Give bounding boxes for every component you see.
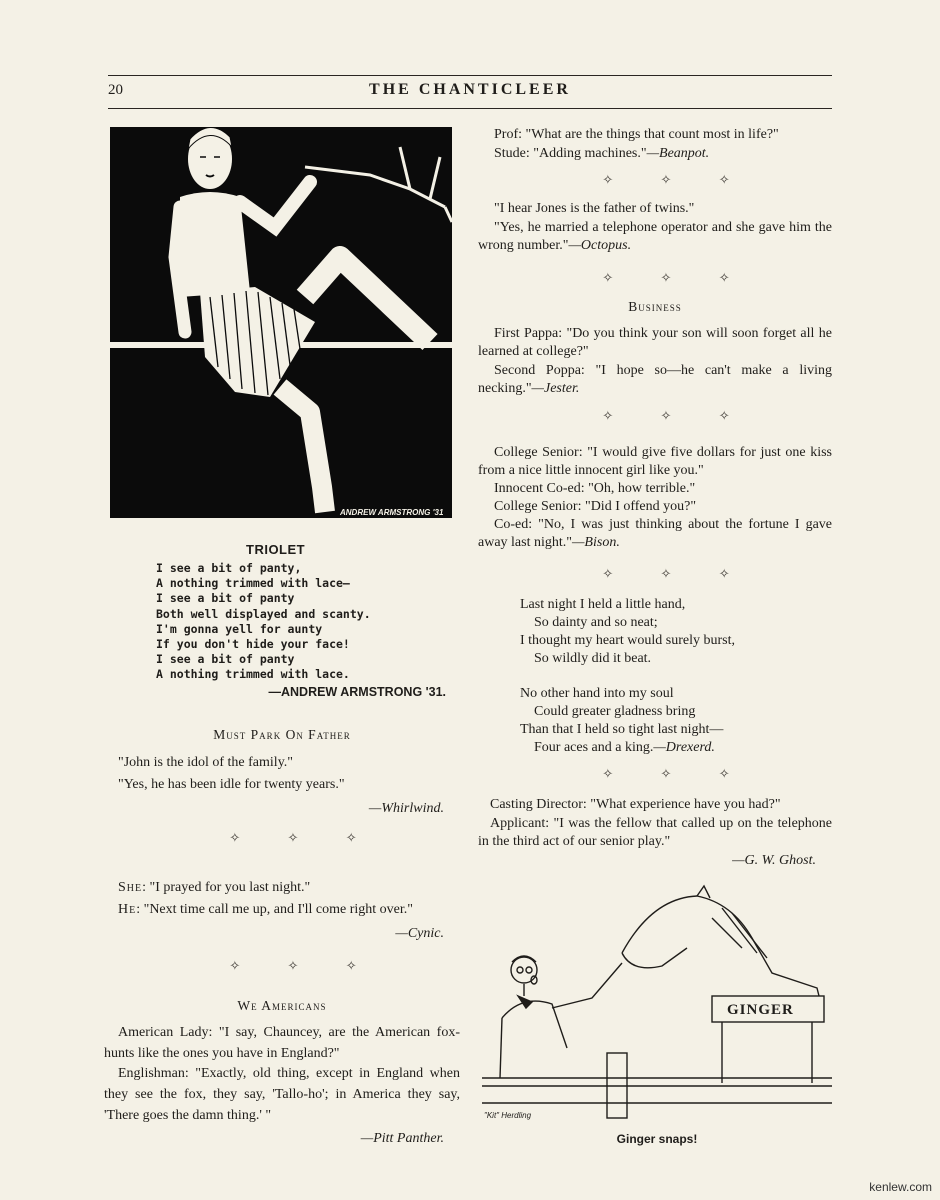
senior-block xyxy=(478,444,832,552)
triolet-attribution: —ANDREW ARMSTRONG '31. xyxy=(268,684,446,699)
cartoon-caption: Ginger snaps! xyxy=(616,1132,698,1146)
we-americans-para1: American Lady: "I say, Chauncey, are the American fox-hunts like the ones you have in England?" xyxy=(104,1024,460,1061)
poem-line: Last night I held a little hand, xyxy=(520,597,686,612)
casting-line1: Casting Director: "What experience have you had?" xyxy=(490,797,781,812)
section-divider: ✧ ✧ ✧ xyxy=(602,172,752,187)
triolet-block xyxy=(150,542,460,699)
page-header xyxy=(108,80,832,104)
she-he-block xyxy=(104,877,460,945)
poem-last-line xyxy=(520,739,830,757)
he-label: He xyxy=(118,902,137,917)
senior-line4 xyxy=(478,516,832,552)
casting-source: —G. W. Ghost. xyxy=(732,852,816,868)
triolet-line: I see a bit of panty xyxy=(156,652,295,667)
must-park-line2: "Yes, he has been idle for twenty years." xyxy=(118,777,345,792)
ginger-cartoon-drawing xyxy=(482,878,832,1128)
must-park-heading: Must Park On Father xyxy=(213,727,351,742)
watermark: kenlew.com xyxy=(869,1180,932,1194)
poem-line: So dainty and so neat; xyxy=(534,615,658,630)
poem-block xyxy=(520,596,830,757)
jones-text: "Yes, he married a telephone operator and she gave him the wrong number." xyxy=(478,219,832,253)
prof-block xyxy=(478,125,832,163)
poem-source: —Drexerd. xyxy=(653,740,715,755)
header-bottom-rule xyxy=(108,108,832,109)
senior-text: Co-ed: "No, I was just thinking about the fortune I gave away last night." xyxy=(478,517,832,550)
poem-line: Four aces and a king. xyxy=(534,740,654,755)
we-americans-source: —Pitt Panther. xyxy=(360,1130,444,1146)
we-americans-heading: We Americans xyxy=(237,998,327,1013)
we-americans-block xyxy=(104,996,460,1150)
casting-line2: Applicant: "I was the fellow that called up on the telephone in the third act of our senior play." xyxy=(478,815,832,849)
ginger-sign: GINGER xyxy=(727,1002,794,1018)
triolet-line: A nothing trimmed with lace. xyxy=(156,667,350,682)
he-line xyxy=(104,899,460,921)
triolet-line: A nothing trimmed with lace— xyxy=(156,576,350,591)
triolet-line: I'm gonna yell for aunty xyxy=(156,621,323,636)
business-text: Second Poppa: "I hope so—he can't make a living necking." xyxy=(478,362,832,396)
must-park-line1: "John is the idol of the family." xyxy=(118,755,293,770)
he-text: : "Next time call me up, and I'll come right over." xyxy=(136,902,413,917)
ginger-cartoon xyxy=(482,878,832,1128)
triolet-line: If you don't hide your face! xyxy=(156,637,350,652)
page-number: 20 xyxy=(108,82,123,98)
magazine-title: THE CHANTICLEER xyxy=(369,81,571,98)
jones-line2 xyxy=(478,219,832,256)
triolet-line: I see a bit of panty, xyxy=(156,561,302,575)
she-text: : "I prayed for you last night." xyxy=(142,880,311,895)
business-para1: First Pappa: "Do you think your son will soon forget all he learned at college?" xyxy=(478,325,832,359)
business-block xyxy=(478,298,832,399)
she-line xyxy=(104,877,460,899)
senior-source: —Bison. xyxy=(571,535,620,550)
prof-line1: Prof: "What are the things that count most in life?" xyxy=(494,127,779,142)
must-park-source: —Whirlwind. xyxy=(368,801,444,816)
section-divider: ✧ ✧ ✧ xyxy=(602,566,752,581)
poem-line: Could greater gladness bring xyxy=(534,704,696,719)
triolet-title: TRIOLET xyxy=(246,542,306,557)
triolet-line: Both well displayed and scanty. xyxy=(156,606,371,621)
poem-line: I thought my heart would surely burst, xyxy=(520,633,736,648)
jones-source: —Octopus. xyxy=(568,238,632,253)
illustration-signature: ANDREW ARMSTRONG '31 xyxy=(340,508,444,517)
poem-line: Than that I held so tight last night— xyxy=(520,722,724,737)
casting-block xyxy=(478,796,832,870)
jones-block xyxy=(478,200,832,256)
business-heading: Business xyxy=(628,299,682,314)
senior-line3: College Senior: "Did I offend you?" xyxy=(494,499,697,514)
jones-line1: "I hear Jones is the father of twins." xyxy=(494,201,695,216)
section-divider: ✧ ✧ ✧ xyxy=(602,408,752,423)
business-para2 xyxy=(478,362,832,399)
section-divider: ✧ ✧ ✧ xyxy=(229,830,379,845)
prof-source: —Beanpot. xyxy=(646,146,710,161)
triolet-line: I see a bit of panty xyxy=(156,591,295,606)
section-divider: ✧ ✧ ✧ xyxy=(602,270,752,285)
business-source: —Jester. xyxy=(531,381,580,396)
flapper-illustration xyxy=(110,127,452,518)
cartoon-signature: "Kit" Herdling xyxy=(484,1111,532,1120)
she-label: She xyxy=(118,880,143,895)
triolet-lines xyxy=(150,561,460,683)
she-he-source: —Cynic. xyxy=(395,926,444,941)
section-divider: ✧ ✧ ✧ xyxy=(229,958,379,973)
poem-line: No other hand into my soul xyxy=(520,686,674,701)
prof-stude-text: Stude: "Adding machines." xyxy=(494,146,647,161)
section-divider: ✧ ✧ ✧ xyxy=(602,766,752,781)
prof-line2 xyxy=(478,144,832,163)
senior-line1: College Senior: "I would give five dollars for just one kiss from a nice little innocent girl like you." xyxy=(478,445,832,478)
we-americans-para2: Englishman: "Exactly, old thing, except in England when they see the fox, they say, 'Tallo-ho'; in America they say, 'There goes the damn thing.' " xyxy=(104,1066,460,1123)
header-top-rule xyxy=(108,75,832,76)
flapper-drawing xyxy=(110,127,452,518)
senior-line2: Innocent Co-ed: "Oh, how terrible." xyxy=(494,481,696,496)
poem-line: So wildly did it beat. xyxy=(534,651,652,666)
must-park-block xyxy=(104,724,460,820)
